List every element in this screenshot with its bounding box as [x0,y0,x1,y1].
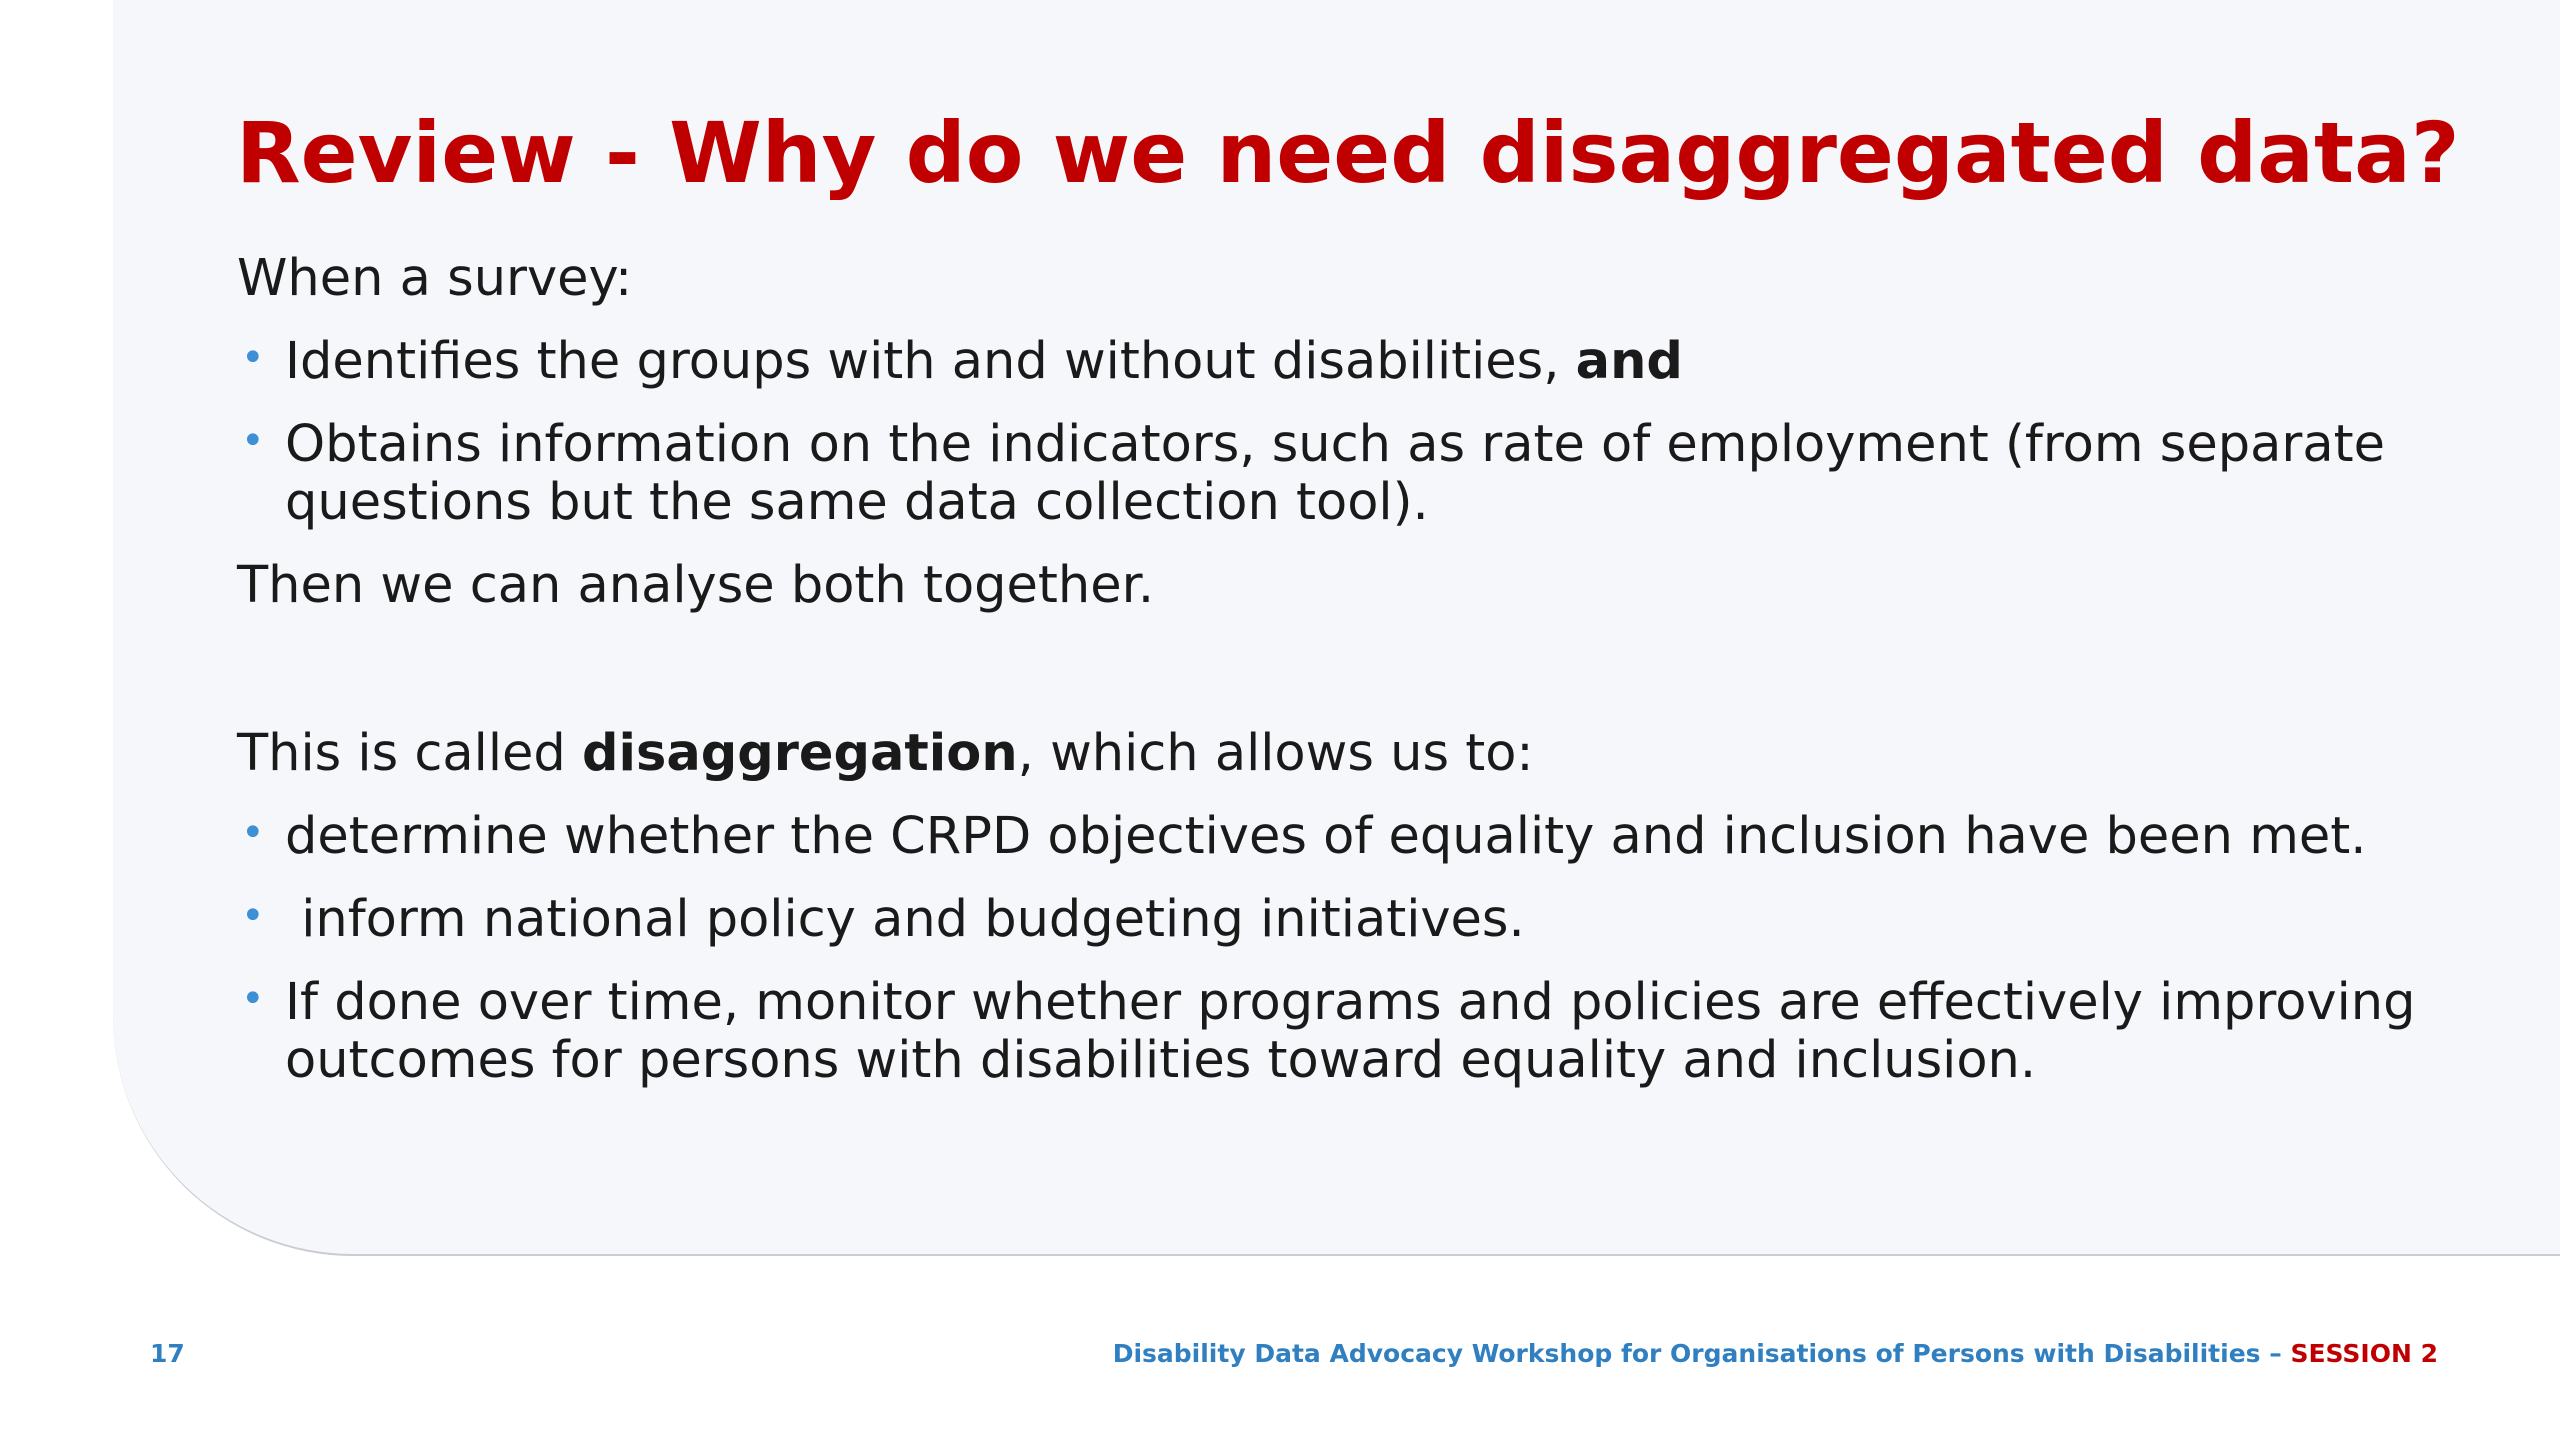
footer-session: SESSION 2 [2290,1339,2438,1368]
bullet-item [237,891,2477,949]
bullet-item [237,333,2477,391]
bullet-icon: • [241,418,265,464]
bullet-icon: • [241,335,265,381]
bullet-text: If done over time, monitor whether programs and policies are effectively improving outcomes for persons with disabilities toward equality and inclusion. [285,973,2416,1090]
bullet-icon: • [241,893,265,939]
slide-content [237,250,2477,1090]
disaggregation-pre: This is called [237,724,582,783]
disaggregation-text [237,725,2477,783]
then-text: Then we can analyse both together. [237,556,1155,615]
slide-title: Review - Why do we need disaggregated data? [236,104,2460,202]
page-number: 17 [150,1339,185,1368]
footer-caption [1113,1339,2438,1368]
intro-text: When a survey: [237,249,633,308]
bullet-item [237,974,2477,1090]
bullet-item [237,808,2477,866]
disaggregation-term: disaggregation [581,724,1018,783]
bullet-bold-text: and [1575,332,1683,391]
footer-workshop: Disability Data Advocacy Workshop for Organisations of Persons with Disabilities – [1112,1339,2291,1368]
bullet-text: inform national policy and budgeting initiatives. [285,890,1525,949]
disaggregation-post: , which allows us to: [1017,724,1534,783]
bullet-icon: • [241,976,265,1022]
bullet-item [237,416,2477,532]
bullet-text: determine whether the CRPD objectives of equality and inclusion have been met. [285,807,2367,866]
bullet-text: Identifies the groups with and without disabilities, [285,332,1576,391]
bullet-icon: • [241,810,265,856]
bullet-text: Obtains information on the indicators, such as rate of employment (from separate questions but the same data collection tool). [285,415,2385,532]
